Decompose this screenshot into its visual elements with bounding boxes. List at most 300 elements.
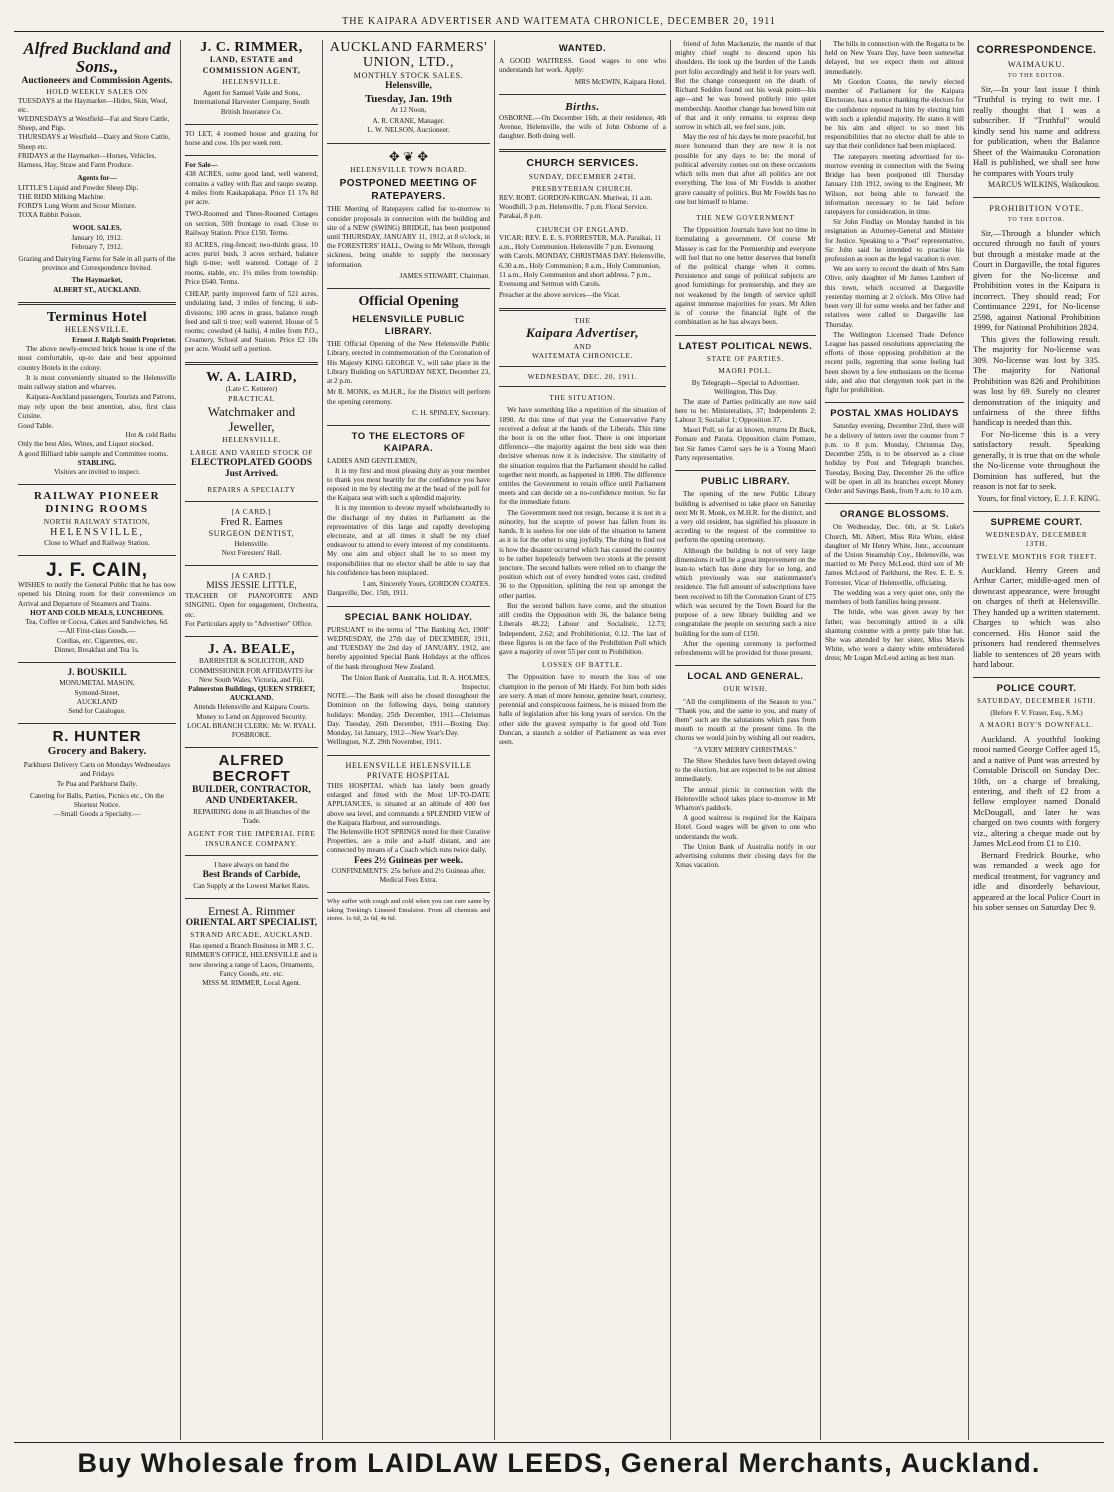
buckland-role: Auctioneers and Commission Agents. (21, 75, 173, 86)
article-para: The annual picnic in connection with the Helensville school takes place to-morrow in Mr Wharton's paddock. (675, 785, 816, 812)
paper-chronicle: WAITEMATA CHRONICLE. (532, 351, 633, 361)
beale-local: LOCAL BRANCH CLERK: Mr. W. RYALL FOSBROKE. (187, 721, 316, 740)
divider (185, 898, 318, 899)
rimmer-title: J. C. RIMMER, (200, 40, 303, 55)
bouskill-city: AUCKLAND (76, 697, 118, 706)
correspondence (973, 43, 1100, 190)
court-para: Bernard Fredrick Bourke, who was remanded a week ago for medical treatment, for vagrancy and idle and disorderly behaviour, appeared at the local Police Court in his sober senses on Saturday Dec 9. (973, 849, 1100, 913)
becroft-body: REPAIRING done in all Branches of the Trade. (193, 807, 310, 825)
our-wish: OUR WISH. (723, 685, 768, 694)
divider (185, 501, 318, 502)
newspaper-page (14, 8, 1104, 1484)
column-7 (968, 40, 1104, 1440)
article-para: friend of John Mackenzie, the mantle of that mighty chief ought to descend upon his shoulders. He took up the burden of the Lands port folio accordingly and held it for years well. But the change consequent on the death of Richard Seddon found out his weak point—his age—and he was bowed politely into quiet membership. Another change has bowed him out of that and it only remains to express deep sorrow in which all, we feel sure, join. (675, 40, 816, 131)
situation-continued (675, 40, 816, 207)
police-date: SATURDAY, DECEMBER 16TH. (976, 696, 1097, 705)
laird-late: (Late C. Ketterer) (225, 385, 278, 394)
buckland-sales: HOLD WEEKLY SALES ON (46, 87, 148, 97)
buckland-line: WEDNESDAYS at Westfield—Fat and Store Cattle, Sheep, and Pigs. (18, 114, 170, 133)
postal-body (825, 422, 964, 496)
eames-name: Fred R. Eames (220, 516, 283, 528)
bouskill-role: MONUMETAL MASON, (59, 679, 135, 688)
new-govt-title: THE NEW GOVERNMENT (696, 213, 795, 222)
becroft-title: ALFRED BECROFT (212, 752, 291, 786)
england-body: VICAR: REV. E. E. S. FORRESTER, M.A. Paraikai, 11 a.m., Holy Communion. Helensville 7 p.m. Evensong with Carols. MONDAY, CHRISTMAS DAY. Helensville, 6.30 a.m., Holy Communion; 8 a.m., Holy Communion, 11 a.m., Holy Communion and short address. 7 p.m., Evensong and Sermon with Carols. (499, 234, 666, 289)
laird-title: W. A. LAIRD, (206, 369, 297, 385)
police-before: (Before F. V. Fraser, Esq., S.M.) (990, 709, 1083, 718)
official-signature: C. H. SPINLEY, Secretary. (412, 408, 490, 417)
electors-salute: LADIES AND GENTLEMEN, (327, 457, 418, 466)
article-para: Maori Poll, so far as known, returns Dr Buck, Pomare and Parata. Opposition claim Pomare, but Sir James Carrol says he is a Young Maori Party representative. (675, 426, 816, 462)
terminus-wines: Only the best Ales, Wines, and Liquor stocked. (18, 440, 154, 449)
hunter-ad (18, 729, 176, 819)
laird-ad (185, 370, 318, 494)
beale-ad (185, 642, 318, 740)
letter-para: For No-license this is a very satisfactory result. Speaking generally, it is true that on the whole the No-license vote throughout the Dominion has suffered, but the reason is not far to seek. (973, 428, 1100, 492)
beale-role: BARRISTER & SOLICITOR, AND COMMISSIONER FOR AFFIDAVITS for New South Wales, Victoria, and Fiji. (189, 657, 314, 684)
electors-para: It is my first and most pleasing duty as your member to thank you most heartily for the confidence you have reposed in me by electing me at the head of the poll for the Kaipara seat with such a splendid majority. (327, 466, 490, 503)
laird-repairs: REPAIRS A SPECIALTY (207, 484, 296, 494)
crest-icon: ✥ ❦ ✥ (388, 148, 429, 164)
maori-poll: MAORI POLL. (718, 366, 773, 375)
terminus-title: Terminus Hotel (46, 309, 148, 325)
official-sub: HELENSVILLE PUBLIC LIBRARY. (352, 313, 465, 338)
cain-title: J. F. CAIN, (46, 560, 148, 582)
terminus-stabling: STABLING. (77, 458, 117, 467)
article-para: The bills in connection with the Regatta to be held on New Years Day, have been somewhat delayed, but we expect them out almost immediately. (825, 40, 964, 76)
divider (327, 288, 490, 289)
buckland-line: FRIDAYS at the Haymarket—Horses, Vehicles, Harness, Hay, Straw and Farm Produce. (18, 151, 157, 170)
laird-stock: LARGE AND VARIED STOCK OF (190, 448, 313, 458)
beale-address: Palmerston Buildings, QUEEN STREET, AUCKLAND. (188, 685, 315, 703)
church-title: CHURCH SERVICES. (526, 156, 639, 169)
column-6 (820, 40, 968, 1440)
eames-card (185, 507, 318, 558)
orange-article (825, 509, 964, 663)
official-title: Official Opening (358, 294, 459, 310)
article-para: We are sorry to record the death of Mrs Sam Olive, only daughter of Mr James Lambert of this town, which occurred at Dargaville yesterday morning at 2 o'clock. Mrs Olive had been very ill for some weeks and her father and relatives were called to Dargaville last Thursday. (825, 265, 964, 329)
cain-body: WISHES to notify the General Public that he has now opened his Dining room for their convenience on Arrival and Departure of Steamers and Trains. (18, 581, 176, 608)
article-para: On Wednesday, Dec. 6th, at St. Luke's Church, Mt. Albert, Miss Rita White, eldest daughter of Mr Henry White, Junr., accountant of the Union Steamship Coy., Helensville, was married to Mr Percy McLeod, third son of Mr James McLeod of Parkhurst, the Rev. E. E. S. Forrester, Vicar of Helensville, officiating. (825, 523, 964, 587)
official-body: THE Official Opening of the New Helensville Public Library, erected in commemoration of the Coronation of His Majesty KING GEORGE V., will take place in the Library Building on SATURDAY NEXT, December 23, at 2 p.m. (327, 340, 490, 386)
article-para: The Opposition Journals have lost no time in formulating a government. Of course Mr Massey is cast for the Premiership and everyone will feel that no one better deserves that benefit of the political change when it comes. Persistence and range of political subjects are good furnishings for premiership, and they are not weakened by the length of service uphill against immense majorities for years. Mr Allen is of course the financial light of the combination as he has always been. (675, 226, 816, 327)
wanted-signature: MRS McEWIN, Kaipara Hotel. (574, 77, 666, 86)
maori-body (973, 734, 1100, 913)
divider (327, 892, 490, 893)
little-more: For Particulars apply to "Advertiser" Office. (185, 619, 313, 628)
article-para: Saturday evening, December 23rd, there will be a delivery of letters over the counter from 7 p.m. to 8 p.m. Monday, Christmas Day, December 25th, is to be observed as a close holiday by Post and Telegraph branches. Tuesday, Boxing Day, December 26 the office will be open in all its branches except Money Order and Savings Bank, from 9 a.m. to 10 a.m. (825, 422, 964, 495)
divider (675, 335, 816, 336)
paper-the: THE (574, 315, 591, 325)
carbide-title: Best Brands of Carbide, (202, 870, 301, 881)
ernest-agent: MISS M. RIMMER, Local Agent. (202, 978, 301, 987)
bank-place: Wellington, N.Z. 29th November, 1911. (327, 738, 442, 747)
cain-dinner: Dinner, Breakfast and Tea 1s. (54, 645, 140, 654)
divider (18, 723, 176, 724)
carbide-body: Can Supply at the Lowest Market Rates. (193, 881, 310, 890)
divider (327, 606, 490, 607)
railway-town: HELENSVILLE, (50, 527, 144, 539)
hunter-body: Te Pua and Parkhurst Daily. (56, 779, 138, 788)
farmers-town: Helensville, (385, 81, 432, 92)
running-head: THE KAIPARA ADVERTISER AND WAITEMATA CHRONICLE, DECEMBER 20, 1911 (14, 8, 1104, 32)
bank-title: SPECIAL BANK HOLIDAY. (344, 611, 473, 623)
bank-ad (327, 612, 490, 748)
terminus-proprietor: Ernest J. Ralph Smith Proprietor. (72, 335, 176, 344)
terminus-para: The above newly-erected brick house is one of the most comfortable, up-to date and best appointed country Hotels in the colony. (18, 345, 176, 372)
library-body (675, 490, 816, 658)
terminus-body (18, 345, 176, 421)
becroft-role: BUILDER, CONTRACTOR, AND UNDERTAKER. (192, 784, 311, 807)
divider (185, 565, 318, 566)
wanted-ad (499, 43, 666, 87)
local-general (675, 671, 816, 870)
bouskill-catalogue: Send for Catalogue. (68, 707, 126, 716)
article-para: "All the compliments of the Season to you." "Thank you, and the same to you, and many of them" such are the salutations which pass from mouth to mouth at the present time. In the chorus we would join by wishing all our readers, (675, 697, 816, 743)
railway-title: RAILWAY PIONEER DINING ROOMS (33, 490, 161, 516)
local-body (675, 757, 816, 871)
prohibition-body (973, 228, 1100, 492)
divider (185, 124, 318, 125)
rimmer-agent: Agent for Samuel Vaile and Sons, International Harvester Company, South British Insurance Co. (193, 89, 310, 116)
article-para: The ratepayers meeting advertised for to-morrow evening in connection with the Swing Bridge has been postponed till Thursday January 11th 1912, owing to the Engineer, Mr Wilson, not being able to forward the information necessary to be laid before ratepayers for consideration, in time. (825, 152, 964, 216)
hospital-title: HELENSVILLE HELENSVILLE PRIVATE HOSPITAL (345, 760, 472, 781)
ernest-body: Has opened a Branch Business in MR J. C. RIMMER'S OFFICE, HELENSVILLE and is now showing a range of Laces, Ornaments, Fancy Goods, etc. etc. (185, 942, 318, 978)
electors-body (327, 467, 490, 579)
divider (499, 149, 666, 152)
bank-note: NOTE.—The Bank will also be closed throughout the Dominion on the following days, being statutory holidays: Monday, 25th December, 1911—Christmas Day. Tuesday, 26th December, 1911—Boxing Day. Monday, 1st January, 1912—New Year's Day. (327, 692, 490, 738)
divider (18, 484, 176, 485)
postponed-ad (327, 165, 490, 281)
column-5 (670, 40, 820, 1440)
eames-address: Next Foresters' Hall. (221, 549, 282, 558)
divider (185, 155, 318, 156)
wanted-title: WANTED. (558, 43, 607, 54)
court-para: Auckland. Henry Green and Arthur Carter, middle-aged men of downcast appearance, were brought on charges of theft at Helensville. They handed up a written statement. Charges to which was also concerned. His Honor said the prisoners had rendered themselves liable to sentences of 28 years with hard labour. (973, 564, 1100, 670)
supreme-title: SUPREME COURT. (990, 517, 1083, 529)
corr-signature: MARCUS WILKINS, Waikoukou. (988, 179, 1100, 189)
agents-item: THE RIDD Milking Machine. (18, 192, 106, 201)
hospital-ad (327, 761, 490, 886)
divider (499, 94, 666, 95)
presbyterian-body: REV. ROBT. GORDON-KIRGAN. Muriwai, 11 a.m. Woodhill, 3 p.m. Helensville, 7 p.m. Floral Service. Parakai, 8 p.m. (499, 193, 653, 221)
farmers-title: AUCKLAND FARMERS' UNION, LTD., (329, 40, 488, 71)
laird-trade: Watchmaker and Jeweller, (207, 403, 296, 435)
local-continued (825, 40, 964, 395)
official-body: Mr R. MONK, ex M.H.R., for the District will perform the opening ceremony. (327, 388, 490, 406)
agents-item: TOXA Rabbit Poison. (18, 211, 82, 220)
terminus-table: Good Table. (18, 421, 54, 430)
buckland-line: THURSDAYS at Westfield—Dairy and Store Cattle, Sheep etc. (18, 133, 170, 151)
situation-para: The Government need not resign, because it is not in a minority, but the sceptre of power has fallen from its hands. It is useless for one side of the situation to lament as it is for the other to sing joyfully. The thing to find out is how the disaster occurred which has caused the country to be rather hopelessly between two stools at the present juncture. The second ballots were relied on to change the position which out of every hundred votes cast, credited 36 to the Opposition, splitting the rest up amongst the other parties. (499, 508, 666, 600)
laird-practical: PRACTICAL (228, 394, 275, 404)
corr-body (973, 84, 1100, 178)
ernest-title: Ernest A. Rimmer (208, 903, 295, 918)
rimmer-role: LAND, ESTATE and COMMISSION AGENT, (202, 55, 301, 76)
divider (973, 511, 1100, 512)
article-para: The Union Bank of Australia notify in our advertising columns their closing days for the Xmas vacation. (675, 842, 816, 870)
electors-title: TO THE ELECTORS OF KAIPARA. (351, 430, 466, 455)
terminus-town: HELENSVILLE. (64, 325, 130, 335)
grazing-note: Grazing and Dairying Farms for Sale in all parts of the province and Correspondence Invited. (18, 255, 176, 273)
rimmer-ad (185, 40, 318, 117)
church-date: SUNDAY, DECEMBER 24TH. (528, 171, 637, 181)
little-body: TEACHER OF PIANOFORTE AND SINGING. Open for engagement, Orchestra, etc. (185, 592, 318, 619)
hunter-body: Parkhurst Delivery Carts on Mondays Wednesdays and Fridays (23, 761, 171, 779)
hospital-medical: Medical Fees Extra. (379, 876, 438, 885)
prohibition-title: PROHIBITION VOTE. (989, 203, 1084, 214)
carbide-ad (185, 861, 318, 891)
supreme-court (973, 517, 1100, 670)
farmers-date: Tuesday, Jan. 19th (364, 92, 453, 105)
beale-money: Money to Lend on Approved Security. (196, 712, 307, 721)
eames-town: Helensville. (234, 539, 269, 548)
cain-goods: —All First-class Goods.— (58, 627, 136, 636)
farmers-ad (327, 40, 490, 136)
becroft-agent: AGENT FOR THE IMPERIAL FIRE INSURANCE COMPANY. (187, 829, 316, 848)
article-para: Mr Gordon Coates, the newly elected member of Parliament for the Kaipara Electorate, has a notice thanking the electors for the confidence reposed in him by electing him with such a splendid majority. He states it will be his aim and object to so meet his responsibilities that no elector shall be able to say that their confidence had been misplaced. (825, 77, 964, 151)
little-name: MISS JESSIE LITTLE, (206, 580, 297, 591)
terminus-billiard: A good Billiard table sample and Committee rooms. (18, 449, 169, 458)
local-body (675, 698, 816, 744)
divider (327, 143, 490, 144)
letter-para: Sir,—Through a blunder which occured through no fault of yours but through a mistake made at the Court in Dargaville, the total figures given for the No-license and Prohibition votes in the Kaipara is incorrect. They should read; For Continuance 2291, for No-license 2598, against National Prohibition 1999, for National Prohibition 2824. (973, 227, 1100, 333)
postponed-signature: JAMES STEWART, Chairman. (399, 271, 490, 280)
letter-para: This gives the following result. The majority for No-license was 309. No-license was lost by 335. The majority for National Prohibition was 826 and Prohibition was lost by 69. Surely no clearer demonstration of the iniquity and unfairness of the three fifths handicap is needed than this. (973, 333, 1100, 428)
official-ad (327, 294, 490, 418)
divider (185, 362, 318, 365)
prohibition-to: TO THE EDITOR. (1007, 217, 1066, 224)
births (499, 100, 666, 142)
article-para: The Show Shedules have been delayed owing to the election, but are expected to be out almost immediately. (675, 756, 816, 784)
cain-meals: HOT AND COLD MEALS, LUNCHEONS. (30, 608, 164, 617)
terminus-para: It is most conveniently situated to the Helensville main railway station and wharves. (18, 373, 176, 392)
terminus-para: Kaipara-Auckland passengers, Tourists and Patrons, may rely upon the best attention, also, first class Cuisine. (18, 393, 176, 420)
supreme-date: WEDNESDAY, DECEMBER 13TH. (985, 531, 1088, 549)
wool-title: WOOL SALES. (72, 224, 122, 233)
maori-title: A MAORI BOY'S DOWNFALL. (979, 721, 1094, 730)
postal-article (825, 408, 964, 496)
sale-item: 438 ACRES, some good land, well watered, contains a valley with flax and raupo swamp. 4 miles from Kaukapakapa. Price £1 17s 8d per acre. (185, 170, 318, 207)
agents-for: Agents for— (77, 174, 117, 183)
article-para: The opening of the new Public Library building is advertised to take place on Saturday next Mr R. Monk, ex M.H.R. for the district, and a very old resident, has signified his pleasure in acceding to the request of the committee to perform the opening ceremony. (675, 490, 816, 545)
postponed-title: POSTPONED MEETING OF RATEPAYERS. (339, 177, 478, 202)
postal-title: POSTAL XMAS HOLIDAYS (830, 408, 959, 420)
situation-article (499, 394, 666, 747)
card-label: [A CARD.] (231, 507, 272, 517)
electors-para: It is my intention to devote myself wholeheartedly to the discharge of my duties in Parliament as the representative of this large and rapidly developing electorate, and at all times it shall be my chief endeavour to attend to every interest of my constituents. My one aim and object shall be to so meet my responsibilities that no elector shall be able to say that his confidence has been misplaced. (327, 504, 490, 577)
terminus-ad (18, 310, 176, 477)
latest-body (675, 398, 816, 464)
cain-cordials: Cordias, etc. Cigarettes, etc. (56, 636, 138, 645)
divider (18, 302, 176, 305)
prohibition-signature: Yours, for final victory, E. J. F. KING. (977, 493, 1100, 503)
paper-date: WEDNESDAY, DEC. 20, 1911. (527, 371, 638, 381)
buckland-ad (18, 40, 176, 295)
railway-station: NORTH RAILWAY STATION, (43, 516, 151, 526)
forsale-title: For Sale— (185, 161, 218, 170)
forsale-ad (185, 161, 318, 354)
eames-role: SURGEON DENTIST, (208, 529, 295, 539)
divider (675, 470, 816, 471)
latest-news (675, 341, 816, 464)
farmers-sub: MONTHLY STOCK SALES. (353, 70, 464, 80)
hunter-sub: Grocery and Bakery. (47, 745, 147, 758)
columns (14, 40, 1104, 1440)
wool-date: February 7, 1912. (71, 242, 123, 251)
hospital-body: The Helensville HOT SPRINGS noted for their Curative Properties, are a mile and a-half distant, and are connected by means of a Coach which runs twice daily. (327, 827, 490, 855)
police-title: POLICE COURT. (996, 682, 1077, 694)
hospital-body: THIS HOSPITAL which has lately been greatly enlarged and fitted with the Most UP-TO-DATE APPLIANCES, is situated at an altitude of 400 feet above sea level, and commands a SPLENDID VIEW of the Kaipara Harbour, and surroundings. (327, 781, 490, 827)
situation-para: We have something like a repetition of the situation of 1890. At this time of that year the Conservative Party received a defeat at the hands of the Liberals. This time the boot is on the other foot. There is one important difference—the majority against the best side was then decisive whereas now it is indecisive. The similarity of the situation requires that the Parliament should be called together next month, as happened in 1890. The difference entitles the Government to retain office until Parliament meets and can decide on a no-confidence motion. So far for the immediate future. (499, 406, 666, 507)
situation-title: THE SITUATION. (549, 394, 616, 403)
card-label: [A CARD.] (231, 571, 272, 581)
sale-item: TWO-Roomed and Three-Roomed Cottages on section, 50ft frontage to road. Close to Railway Station. Price £150. Terms. (185, 210, 318, 237)
hunter-title: R. HUNTER (52, 728, 142, 746)
latest-title: LATEST POLITICAL NEWS. (678, 340, 813, 352)
ernest-role: ORIENTAL ART SPECIALIST, (185, 918, 318, 929)
divider (499, 386, 666, 387)
laird-town: HELENSVILLE. (222, 434, 281, 444)
bouskill-street: Symond-Street, (74, 688, 120, 697)
hospital-confinements: CONFINEMENTS: 25s before and 2½ Guineas after. (331, 867, 486, 876)
church-services (499, 157, 666, 301)
hunter-body: —Small Goods a Specialty.— (53, 810, 141, 819)
little-card (185, 571, 318, 629)
situation-body (499, 406, 666, 657)
article-para: A good waitress is required for the Kaipara Hotel. Good wages will be given to one who understands the work. (675, 814, 816, 841)
divider (18, 555, 176, 556)
bank-body: PURSUANT to the terms of "The Banking Act, 1908" WEDNESDAY, the 27th day of DECEMBER, 1911, and TUESDAY the 2nd day of JANUARY, 1912, are hereby appointed Special Bank Holidays at the offices of the bank throughout New Zealand. (327, 625, 490, 671)
bouskill-ad (18, 668, 176, 716)
wool-date: January 10, 1912. (71, 233, 123, 242)
divider (185, 855, 318, 856)
electors-ad (327, 431, 490, 599)
beale-title: J. A. BEALE, (207, 641, 296, 657)
merry-christmas: "A VERY MERRY CHRISTMAS." (694, 745, 797, 754)
new-govt-body (675, 226, 816, 327)
tonking-ad: Why suffer with cough and cold when you can cure same by taking Tonking's Linseed Emulsion. From all chemists and stores. 1s 6d, 2s 6d, 4s 6d. (327, 898, 490, 923)
divider (675, 665, 816, 666)
paper-and: AND (573, 341, 592, 351)
latest-by: By Telegraph—Special to Advertiser. Wellington, This Day. (691, 379, 800, 397)
corr-to: TO THE EDITOR. (1007, 72, 1066, 79)
agents-item: LITTLE'S Liquid and Powder Sheep Dip. (18, 183, 139, 192)
agents-item: FORD'S Lung Worm and Scour Mixture. (18, 201, 137, 210)
farmers-time: At 12 Noon, (390, 106, 427, 115)
letter-para: Sir,—In your last issue I think "Truthful is trying to twit me. I really thought that I was a subscriber. If "Truthful" would kindly send his name and address for publication, when the Balance Sheet of the Waimauku Coronation Hall is published, we shall see how he compares with Yours truly (973, 83, 1100, 178)
column-1 (14, 40, 180, 1440)
sale-item: CHEAP, partly improved farm of 521 acres, undulating land, 3 miles of fencing, 6 sub-divisions; 100 acres in grass, balance rough feed and tall ti tree; well watered. House of 5 rooms; cowshed (4 bails), 4 miles from P.O., Creamery, School and Station. Price £2 10s per acre. Would sell a portion. (185, 290, 318, 354)
ernest-address: STRAND ARCADE, AUCKLAND. (190, 929, 313, 939)
church-preacher: Preacher at the above services—the Vicar. (499, 291, 621, 300)
carbide-intro: I have always on hand the (214, 861, 289, 869)
divider (973, 197, 1100, 198)
article-para: The Wellington Licensed Trade Defence League has passed resolutions appreciating the efforts of those opposing prohibition at the recent polls, regretting that some feeling had been shown by a few enthusiasts on the license side, and also that clergymen took part in the fight for prohibition. (825, 330, 964, 395)
losses-title: LOSSES OF BATTLE. (542, 661, 623, 670)
column-3 (322, 40, 494, 1440)
latest-sub: STATE OF PARTIES. (706, 354, 785, 363)
paper-title: Kaipara Advertiser, (525, 325, 640, 341)
bouskill-title: J. BOUSKILL (67, 668, 127, 678)
orange-title: ORANGE BLOSSOMS. (839, 509, 950, 521)
births-title: Births. (565, 100, 600, 113)
theft-body (973, 565, 1100, 670)
article-para: The wedding was a very quiet one, only the members of both families being present. (825, 588, 964, 607)
theft-title: TWELVE MONTHS FOR THEFT. (975, 552, 1098, 561)
article-para: Although the building is not of very large dimensions it will be a great improvement on the lean-to which has done duty for so long, and which previously was our stationmaster's residence. The full amount of subscriptions have been received to lift the Coronation Grant of £75 which was secured by the Town Board for the purpose of a new library building and we congratulate the people on securing such a nice building for the sum of £150. (675, 546, 816, 638)
column-4 (494, 40, 670, 1440)
railway-close: Close to Wharf and Railway Station. (44, 539, 150, 548)
footer-banner: Buy Wholesale from LAIDLAW LEEDS, General Merchants, Auckland. (14, 1442, 1104, 1482)
article-para: After the opening ceremony is performed refreshments will be provided for those present. (675, 639, 816, 657)
rimmer-town: HELENSVILLE. (222, 76, 281, 86)
divider (825, 503, 964, 504)
corr-title: CORRESPONDENCE. (976, 44, 1097, 56)
sale-item: 83 ACRES, ring-fenced; two-thirds grass. 10 acres puriri bush, 3 acres orchard, balance high ti-tree; well watered. Cottage of 2 rooms, stable, etc. 1½ miles from township. Price £640. Terms. (185, 241, 318, 286)
laird-electro: ELECTROPLATED GOODS Just Arrived. (191, 457, 312, 480)
wanted-body: A GOOD WAITRESS. Good wages to one who understands her work. Apply: (499, 57, 666, 75)
divider (185, 747, 318, 748)
divider (327, 755, 490, 756)
prohibition-letter (973, 203, 1100, 504)
column-2 (180, 40, 322, 1440)
hospital-fees: Fees 2½ Guineas per week. (353, 855, 464, 866)
bank-union: The Union Bank of Australia, Ltd. R. A. HOLMES, Inspector. (341, 673, 490, 692)
hunter-body: Catering for Balls, Parties, Picnics etc., On the Shortest Notice. (30, 791, 164, 810)
situation-para: But the second ballots have come, and the situation still credits the Opposition with 36, the balance being Liberals 48.22; Labour and Socialistic, 12.73; Independent, 2.62; and Prohibitionist, 0.12. The last of these figures is on the face of the Prohibition Poll which gave a majority of over 55 per cent to Prohibition. (499, 601, 666, 656)
buckland-line: TUESDAYS at the Haymarket—Hides, Skin, Wool, etc. (18, 96, 168, 114)
buckland-name: Alfred Buckland and Sons., (23, 40, 171, 76)
albert-street: ALBERT ST., AUCKLAND. (53, 285, 141, 294)
divider (499, 366, 666, 367)
cain-tea: Tea, Coffee or Cocoa, Cakes and Sandwiches, 6d. (25, 618, 169, 627)
library-title: PUBLIC LIBRARY. (701, 476, 790, 488)
police-court (973, 683, 1100, 913)
electors-close: I am, Sincerely Yours, GORDON COATES. (362, 580, 490, 589)
presbyterian-title: PRESBYTERIAN CHURCH. (531, 184, 634, 194)
cain-ad (18, 561, 176, 655)
railway-ad (18, 490, 176, 548)
postponed-body: THE Meeting of Ratepayers called for to-morrow to consider proposals in connection with the building and site of a NEW (SWING) BRIDGE, has been postponed until THURSDAY, JANUARY 11, 1912, at 8 o'clock, in the FORESTERS' HALL, Owing to Mr Wilson, through sickness, being unable to supply the necessary information. (327, 205, 490, 269)
divider (327, 425, 490, 426)
court-para: Auckland. A youthful looking mooi named George Coffee aged 15, and a native of Punt was arrested by Constable Driscoll on Sunday Dec. 10th, on a charge of breaking, entering, and theft of £2 from a fellow employee named Donald McDougall, and later he was charged on two counts with forgery viz., altering a cheque made out by James McLeod from £1 to £10. (973, 733, 1100, 849)
library-article (675, 476, 816, 658)
beale-courts: Attends Helensville and Kaipara Courts. (193, 703, 310, 712)
terminus-baths: Hot & cold Baths (125, 431, 176, 440)
orange-body (825, 523, 964, 663)
article-para: Sir John Findlay on Monday handed in his resignation as Attorney-General and Minister for Justice. Speaking to a "Post" representative, Sir John said he intended to practise his profession as soon as the legal vacation is over. (825, 218, 964, 264)
farmers-manager: A. R. CRANE, Manager. (372, 117, 445, 126)
farmers-auctioneer: L. W. NELSON, Auctioneer. (367, 126, 450, 135)
haymarket: The Haymarket, (71, 276, 123, 285)
losses-para: The Opposition have to mourn the loss of one champion in the person of Mr Hardy. For him both sides are sorry. A man of more honour, genuine heart, courtesy, perennial and conspicuous fairness, he is missed from the halls of legislation after his long years of service. On the other side the gravest sympathy is for good old Tom Duncan, a staunch a soldier of Parliament as was ever seen. (499, 673, 666, 746)
england-title: CHURCH OF ENGLAND. (536, 224, 629, 234)
board-title: HELENSVILLE TOWN BOARD. (350, 165, 467, 175)
losses-body (499, 673, 666, 747)
divider (185, 636, 318, 637)
divider (18, 662, 176, 663)
divider (973, 677, 1100, 678)
paper-title-block (499, 316, 666, 388)
divider (499, 308, 666, 311)
local-title: LOCAL AND GENERAL. (687, 671, 804, 683)
births-body: OSBORNE.—On December 16th, at their residence, 4th Avenue, Helensville, the wife of John Osborne of a daughter. Both doing well. (499, 113, 666, 141)
article-para: The bride, who was given away by her father, was becomingly attired in a silk shantung costume with a pretty pale blue hat. She was attended by her sister, Miss Mavis White, who wore a dainty white embroidered dress; Mr Logan McLeod acting as best man. (825, 608, 964, 663)
corr-sub: WAIMAUKU. (1007, 59, 1066, 70)
electors-date: Dargaville, Dec. 15th, 1911. (327, 589, 409, 598)
article-para: The state of Parties politically are now said here to be: Ministeralists, 37; Independents 2; Labour 3; Socialist 1; Opposition 37. (675, 397, 816, 425)
